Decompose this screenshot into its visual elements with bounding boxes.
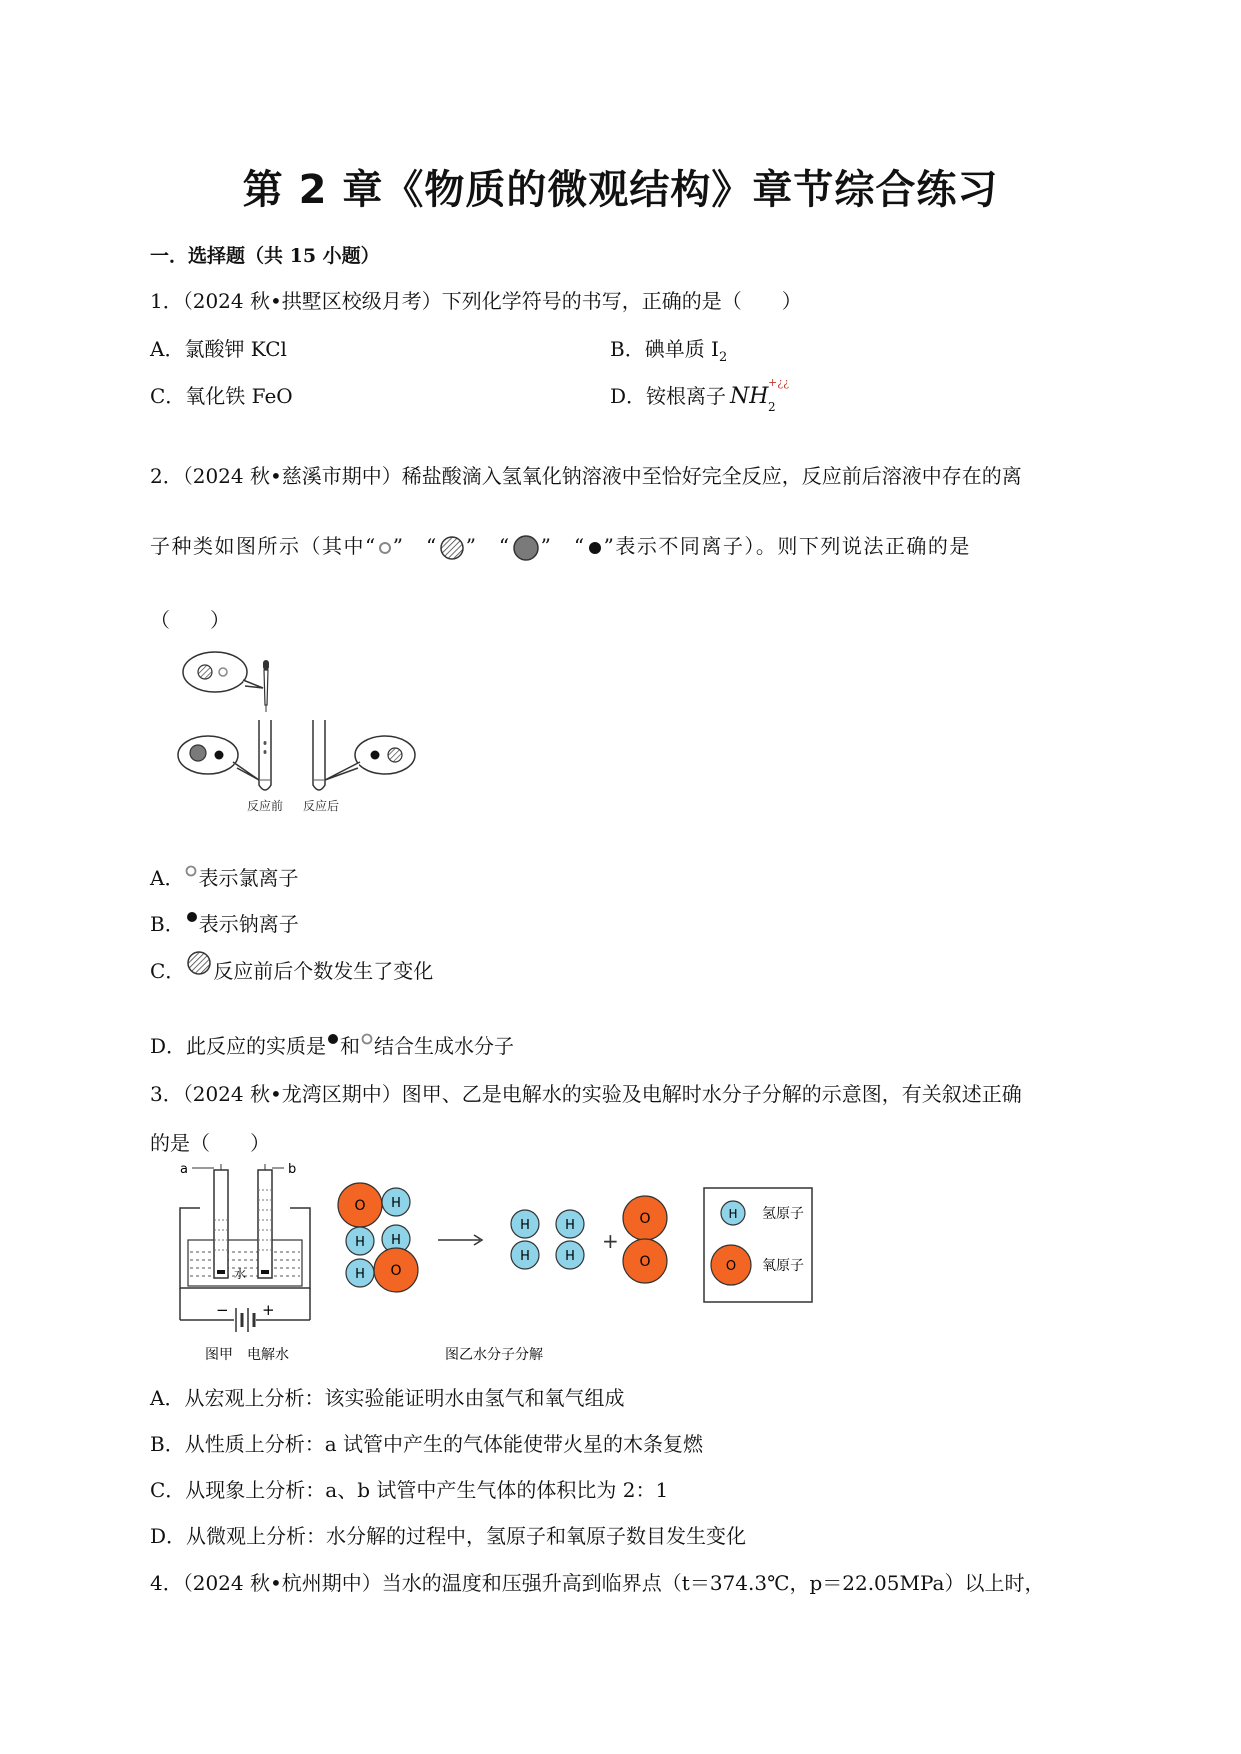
bubble-before-black-ion	[215, 751, 224, 760]
q2-text-part-e: ”表示不同离子）。则下列说法正确的是	[603, 534, 971, 558]
q2-option-b-text: 表示钠离子	[198, 912, 299, 936]
caption-figure-a: 图甲 电解水	[205, 1347, 289, 1363]
label-tube-a: a	[180, 1162, 188, 1177]
q1-option-b-subscript: 2	[718, 350, 728, 365]
q2-option-b	[150, 908, 299, 937]
electrolysis-figure	[170, 1160, 850, 1365]
label-water: 水	[234, 1267, 247, 1281]
q3-option-b: B．从性质上分析：a 试管中产生的气体能使带火星的木条复燃	[150, 1432, 703, 1456]
small-ring-ion-icon	[377, 540, 393, 556]
q2-option-a-text: 表示氯离子	[198, 866, 299, 890]
formula-subscript: 2	[768, 400, 776, 414]
atom-h-label: H	[391, 1233, 401, 1248]
q2-option-c	[150, 955, 433, 984]
small-black-ion-icon	[326, 1032, 340, 1046]
label-plus-terminal: +	[262, 1301, 275, 1319]
small-ring-ion-icon	[184, 864, 198, 878]
small-black-ion-icon	[185, 910, 199, 924]
plus-sign: +	[602, 1229, 619, 1253]
ammonium-formula	[730, 376, 790, 414]
atom-h-label: H	[520, 1249, 530, 1264]
q2-option-d-text: 结合生成水分子	[374, 1034, 515, 1058]
bubble-ring-ion	[219, 668, 227, 676]
q2-text-part-d: ” “	[540, 534, 586, 558]
atom-o-label: O	[390, 1263, 402, 1279]
atom-o-label: O	[639, 1254, 651, 1270]
formula-superscript: +¿¿	[768, 376, 790, 389]
question-3-line-2: 的是（ ）	[150, 1131, 270, 1155]
q2-option-a	[150, 862, 298, 891]
oxygen-molecule	[623, 1196, 667, 1283]
q1-option-d-text: D．铵根离子	[610, 384, 727, 408]
dropper-tube	[264, 670, 268, 705]
atom-o-label: O	[354, 1198, 366, 1214]
q1-option-c: C．氧化铁 FeO	[150, 384, 293, 408]
atom-h-label: H	[565, 1249, 575, 1264]
electrolysis-apparatus	[180, 1162, 310, 1363]
q3-option-c: C．从现象上分析：a、b 试管中产生气体的体积比为 2：1	[150, 1478, 669, 1502]
q2-option-c-prefix: C．	[150, 959, 186, 983]
q2-option-d-prefix: D．此反应的实质是	[150, 1034, 327, 1058]
q1-option-b	[610, 333, 727, 365]
page-title: 第 2 章《物质的微观结构》章节综合练习	[242, 167, 999, 213]
legend-o-symbol: O	[725, 1259, 737, 1274]
label-tube-b: b	[288, 1162, 297, 1177]
q3-option-a: A．从宏观上分析：该实验能证明水由氢气和氧气组成	[150, 1386, 625, 1410]
q2-option-c-text: 反应前后个数发生了变化	[213, 959, 434, 983]
bubble-after-hatched-ion	[388, 748, 402, 762]
q2-text-part-b: ” “	[392, 534, 438, 558]
neutralization-figure	[175, 640, 435, 815]
atom-h-label: H	[355, 1235, 365, 1250]
small-ring-ion-icon	[360, 1032, 374, 1046]
reaction-arrow-icon	[438, 1235, 482, 1245]
q2-option-d	[150, 1030, 514, 1059]
q1-option-a: A．氯酸钾 KCl	[150, 337, 287, 361]
q2-option-d-and: 和	[340, 1034, 361, 1058]
legend-h-symbol: H	[728, 1207, 738, 1221]
atom-h-label: H	[391, 1196, 401, 1211]
hydrogen-molecules	[511, 1210, 584, 1269]
legend-hydrogen: 氢原子	[762, 1206, 804, 1222]
hatched-ion-icon	[185, 949, 213, 977]
hatched-ion-icon	[438, 534, 466, 562]
q1-option-b-text: B．碘单质 I	[610, 337, 719, 361]
section-heading: 一．选择题（共 15 小题）	[150, 245, 380, 267]
q1-option-d	[610, 376, 790, 414]
water-molecules	[338, 1183, 418, 1292]
question-1-stem: 1．（2024 秋•拱墅区校级月考）下列化学符号的书写，正确的是（ ）	[150, 289, 802, 313]
question-3-line-1: 3．（2024 秋•龙湾区期中）图甲、乙是电解水的实验及电解时水分子分解的示意图，有关叙述正确	[150, 1082, 1022, 1106]
label-after: 反应后	[303, 799, 340, 813]
q2-text-part-c: ” “	[465, 534, 511, 558]
label-before: 反应前	[247, 799, 284, 813]
top-bubble	[183, 652, 247, 692]
bubble-before-gray-ion	[190, 745, 206, 761]
q3-option-d: D．从微观上分析：水分解的过程中，氢原子和氧原子数目发生变化	[150, 1524, 747, 1548]
q2-option-a-prefix: A．	[150, 866, 185, 890]
dropper-bulb	[263, 660, 269, 670]
atom-h-label: H	[520, 1218, 530, 1233]
question-4-line-1: 4．（2024 秋•杭州期中）当水的温度和压强升高到临界点（t＝374.3℃，p＝22.05MPa）以上时，	[150, 1571, 1045, 1595]
bubble-after-black-ion	[371, 751, 380, 760]
atom-o-label: O	[639, 1211, 651, 1227]
question-2-line-2	[150, 530, 971, 563]
bubble-before	[178, 736, 238, 774]
bubble-after	[355, 736, 415, 774]
atom-legend	[704, 1188, 812, 1302]
formula-nh: NH	[730, 384, 769, 409]
q2-text-part-a: 子种类如图所示（其中“	[150, 534, 377, 558]
question-2-line-3: （ ）	[150, 608, 230, 632]
large-gray-ion-icon	[511, 533, 541, 563]
atom-h-label: H	[565, 1218, 575, 1233]
label-minus: −	[216, 1301, 229, 1319]
legend-oxygen: 氧原子	[762, 1258, 804, 1274]
bubble-hatched-ion	[198, 665, 212, 679]
atom-h-label: H	[355, 1267, 365, 1282]
q2-option-b-prefix: B．	[150, 912, 185, 936]
small-black-ion-icon	[586, 539, 604, 557]
question-2-line-1: 2．（2024 秋•慈溪市期中）稀盐酸滴入氢氧化钠溶液中至恰好完全反应，反应前后溶液中存在的离	[150, 464, 1022, 488]
caption-figure-b: 图乙水分子分解	[445, 1347, 543, 1363]
